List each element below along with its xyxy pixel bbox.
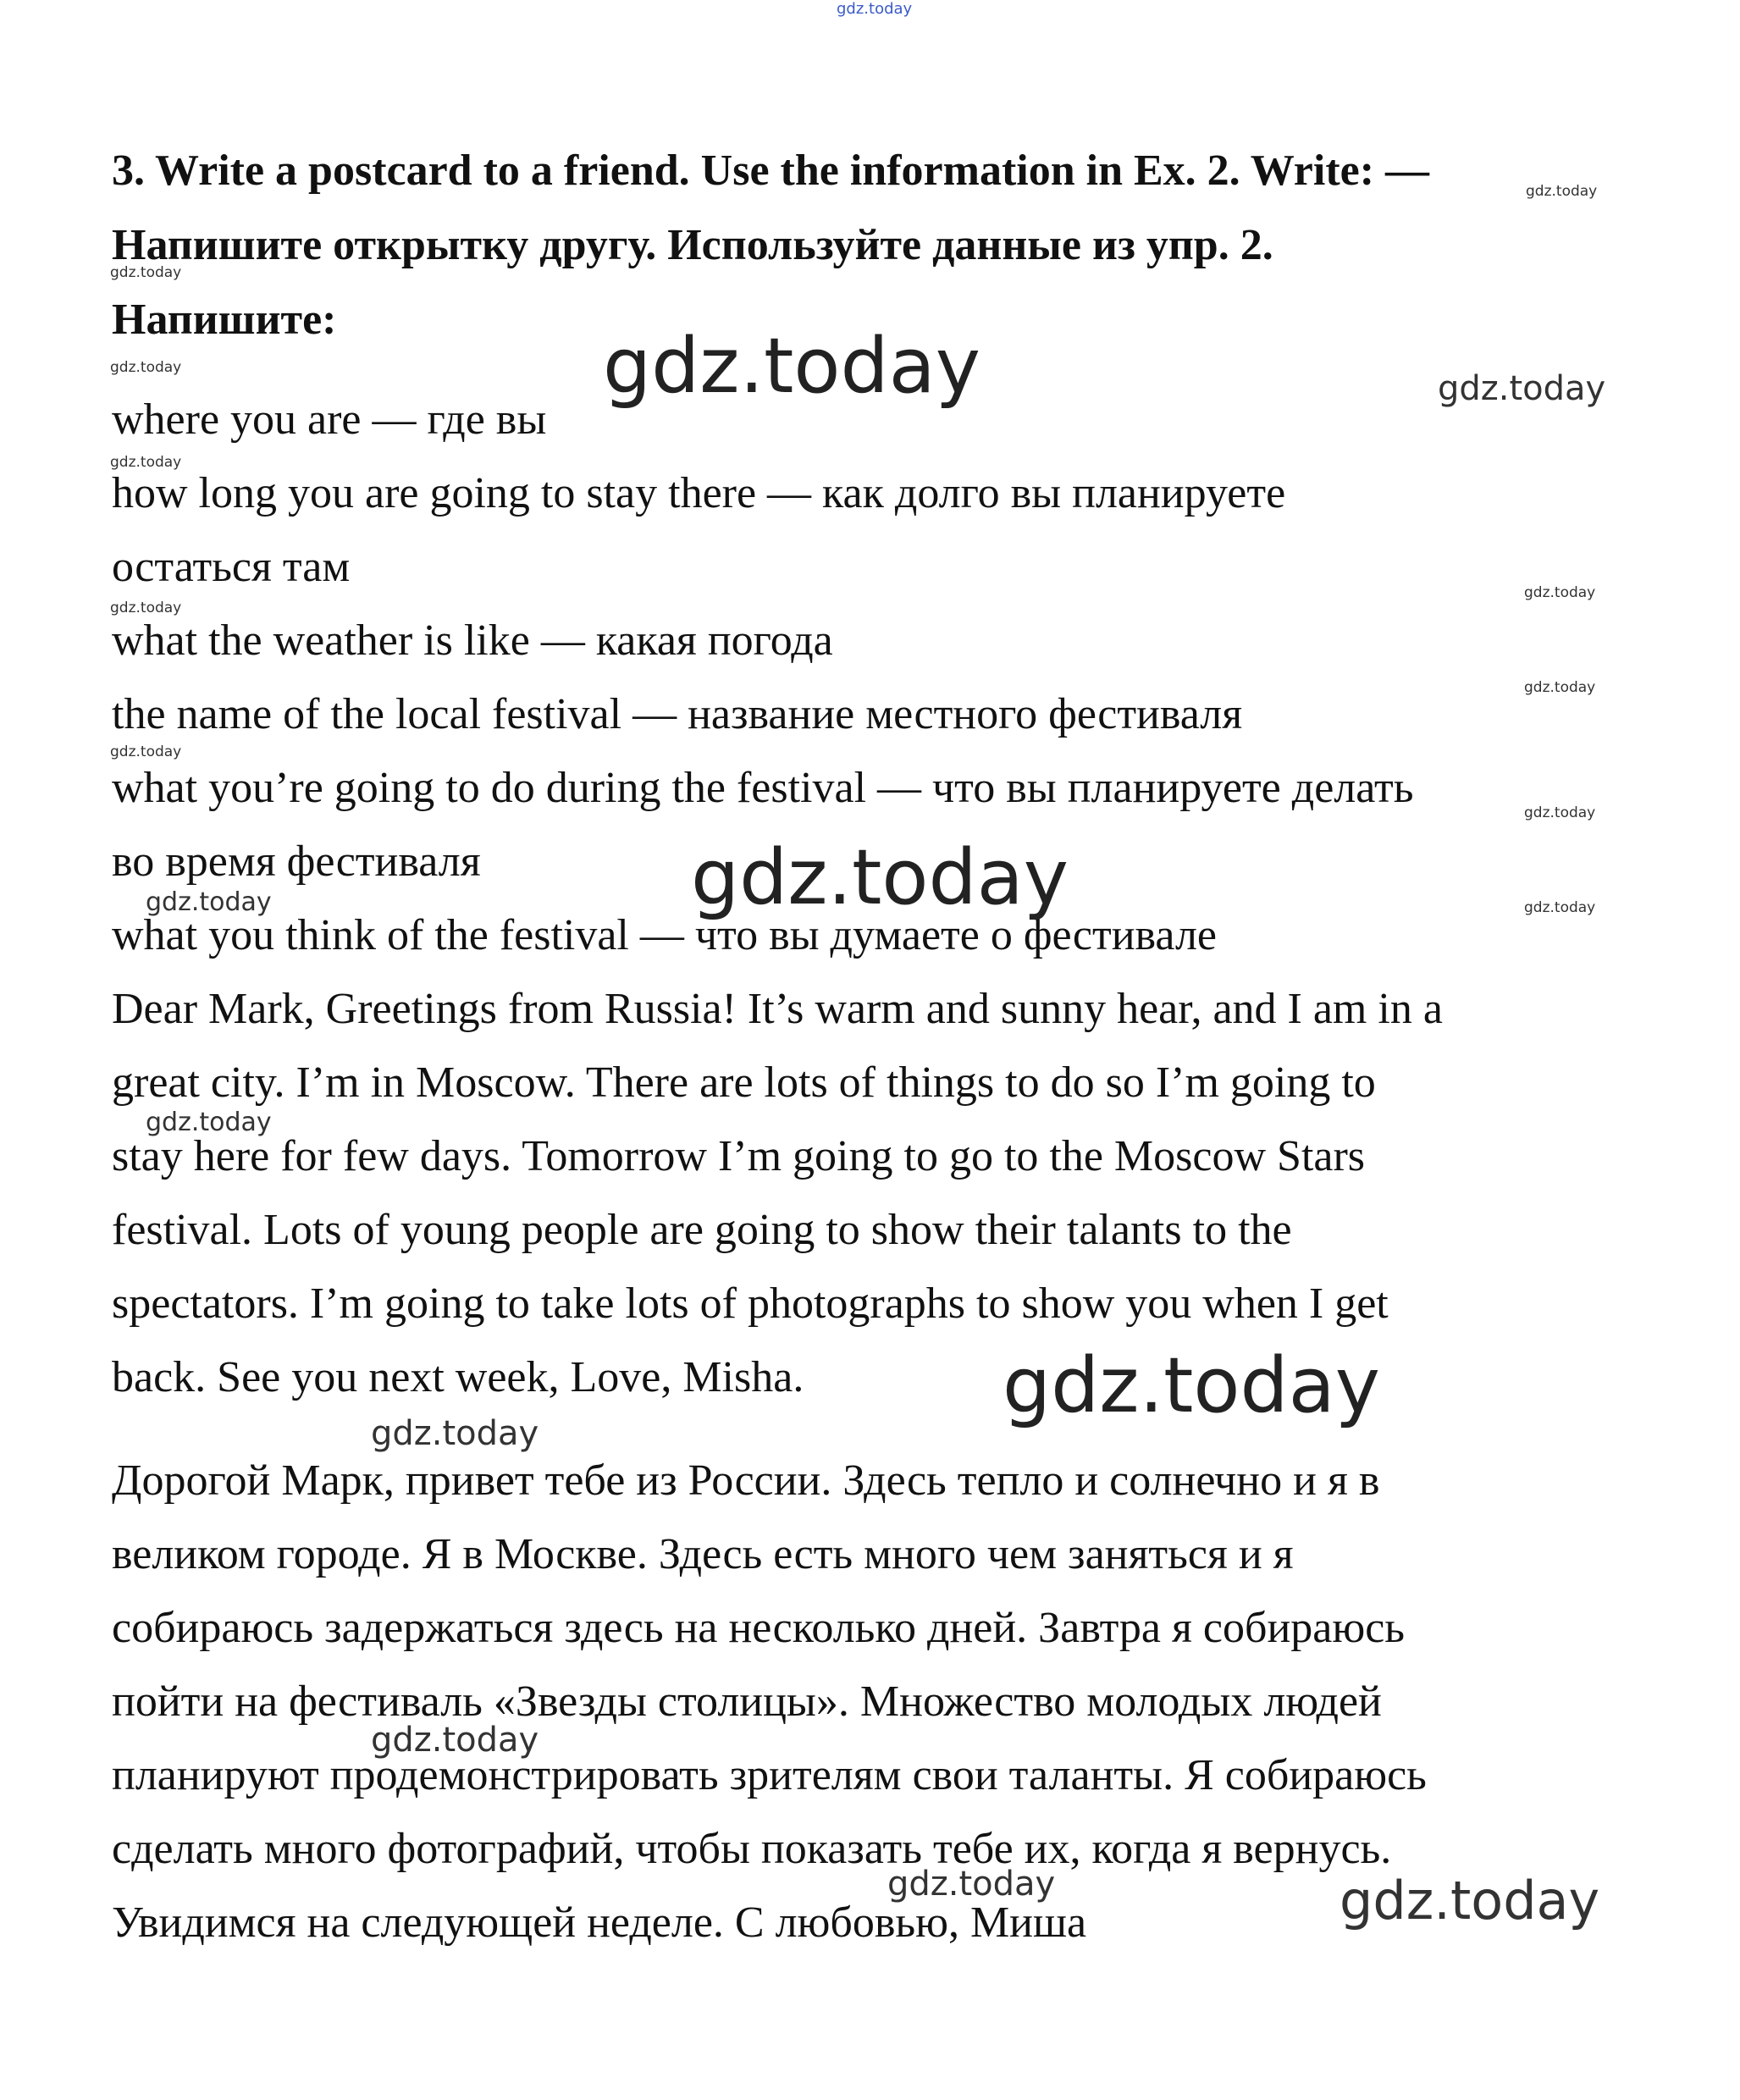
watermark-tiny: gdz.today (1524, 679, 1596, 696)
russian-letter-line-2: великом городе. Я в Москве. Здесь есть много чем заняться и я (112, 1530, 1294, 1578)
russian-letter-line-3: собираюсь задержаться здесь на несколько дней. Завтра я собираюсь (112, 1604, 1406, 1652)
watermark-tiny: gdz.today (110, 454, 182, 471)
task-heading-line-3: Напишите: (112, 296, 337, 344)
watermark-small: gdz.today (146, 887, 272, 917)
item-line-6: what you’re going to do during the festival — что вы планируете делать (112, 764, 1414, 812)
english-letter-line-5: spectators. I’m going to take lots of photographs to show you when I get (112, 1279, 1389, 1328)
watermark-large: gdz.today (603, 322, 981, 411)
watermark-small: gdz.today (146, 1108, 272, 1137)
russian-letter-line-6: сделать много фотографий, чтобы показать тебе их, когда я вернусь. (112, 1825, 1392, 1873)
watermark-large: gdz.today (1003, 1341, 1381, 1430)
english-letter-line-2: great city. I’m in Moscow. There are lots of things to do so I’m going to (112, 1058, 1376, 1107)
watermark-tiny: gdz.today (1524, 584, 1596, 601)
watermark-small: gdz.today (371, 1414, 539, 1453)
item-line-1: where you are — где вы (112, 395, 547, 444)
watermark-small: gdz.today (371, 1721, 539, 1760)
english-letter-line-1: Dear Mark, Greetings from Russia! It’s warm and sunny hear, and I am in a (112, 985, 1443, 1033)
watermark-tiny: gdz.today (110, 600, 182, 616)
russian-letter-line-7: Увидимся на следующей неделе. С любовью, Миша (112, 1898, 1087, 1947)
english-letter-line-4: festival. Lots of young people are going to show their talants to the (112, 1206, 1292, 1254)
russian-letter-line-5: планируют продемонстрировать зрителям свои таланты. Я собираюсь (112, 1751, 1427, 1799)
item-line-4: what the weather is like — какая погода (112, 616, 833, 665)
item-line-5: the name of the local festival — название местного фестиваля (112, 690, 1243, 738)
watermark-tiny: gdz.today (110, 264, 182, 281)
english-letter-line-6: back. See you next week, Love, Misha. (112, 1353, 804, 1401)
watermark-small: gdz.today (887, 1865, 1056, 1904)
item-line-7: во время фестиваля (112, 837, 481, 886)
watermark-tiny: gdz.today (1526, 183, 1598, 200)
watermark-small: gdz.today (1438, 369, 1606, 408)
item-line-3: остаться там (112, 543, 351, 591)
item-line-8: what you think of the festival — что вы думаете о фестивале (112, 911, 1217, 959)
watermark-tiny: gdz.today (110, 359, 182, 376)
watermark-tiny: gdz.today (110, 743, 182, 760)
watermark-large: gdz.today (691, 833, 1069, 922)
russian-letter-line-1: Дорогой Марк, привет тебе из России. Здесь тепло и солнечно и я в (112, 1456, 1380, 1505)
watermark-tiny: gdz.today (1524, 804, 1596, 821)
russian-letter-line-4: пойти на фестиваль «Звезды столицы». Множество молодых людей (112, 1677, 1382, 1726)
task-heading-line-2: Напишите открытку другу. Используйте данные из упр. 2. (112, 221, 1273, 269)
task-heading-line-1: 3. Write a postcard to a friend. Use the information in Ex. 2. Write: — (112, 146, 1430, 195)
watermark-tiny: gdz.today (1524, 899, 1596, 916)
item-line-2: how long you are going to stay there — как долго вы планируете (112, 469, 1286, 517)
watermark-top: gdz.today (837, 0, 913, 18)
english-letter-line-3: stay here for few days. Tomorrow I’m going to go to the Moscow Stars (112, 1132, 1366, 1180)
watermark-large: gdz.today (1340, 1870, 1600, 1931)
